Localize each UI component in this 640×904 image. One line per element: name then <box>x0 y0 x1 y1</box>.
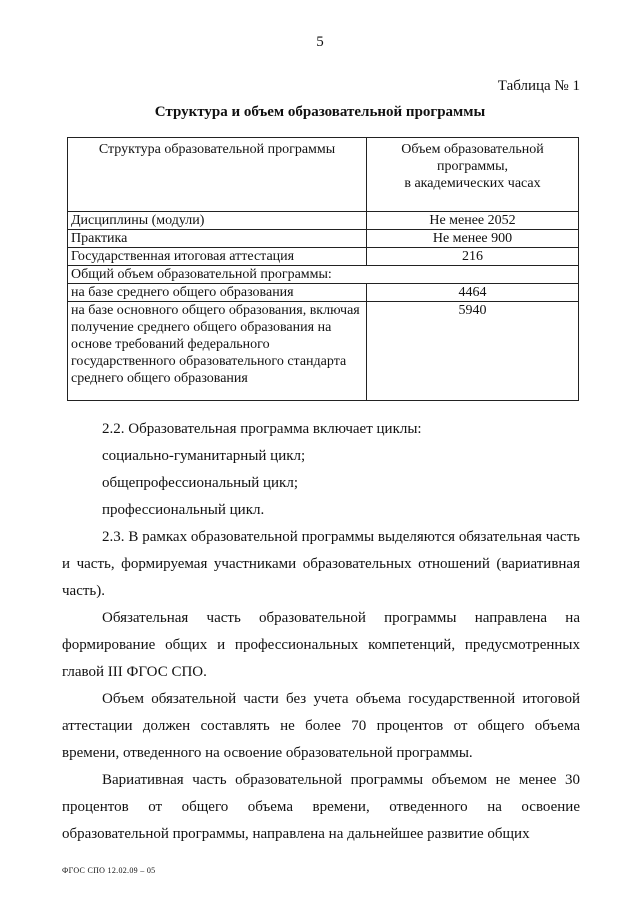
page-number: 5 <box>316 34 324 50</box>
paragraph: профессиональный цикл. <box>102 502 265 518</box>
table-cell-label: Общий объем образовательной программы: <box>68 266 579 284</box>
paragraph: 2.2. Образовательная программа включает циклы: <box>102 421 422 437</box>
table-cell-value: Не менее 2052 <box>367 212 579 230</box>
table-cell-label: Практика <box>68 230 367 248</box>
table-cell-value: 216 <box>367 248 579 266</box>
paragraph: социально-гуманитарный цикл; <box>102 448 306 464</box>
table-header-row <box>68 138 579 212</box>
table-row <box>68 248 579 266</box>
table-row <box>68 302 579 401</box>
paragraph: 2.3. В рамках образовательной программы выделяются обязательная часть и часть, формируемая участниками образовательных отношений (вариативная часть). <box>62 529 580 599</box>
table-row <box>68 212 579 230</box>
table-row <box>68 230 579 248</box>
document-body <box>62 416 580 848</box>
table-label: Таблица № 1 <box>497 78 580 94</box>
table-cell-label: на базе основного общего образования, включая получение среднего общего образования на основе требований федерального государственного образовательного стандарта среднего общего образования <box>68 302 367 401</box>
table-header-structure: Структура образовательной программы <box>68 138 367 212</box>
paragraph: Обязательная часть образовательной программы направлена на формирование общих и профессиональных компетенций, предусмотренных главой III ФГОС СПО. <box>62 610 580 680</box>
table-cell-label: Государственная итоговая аттестация <box>68 248 367 266</box>
paragraph: Объем обязательной части без учета объема государственной итоговой аттестации должен составлять не более 70 процентов от общего объема времени, отведенного на освоение образовательной программы. <box>62 691 580 761</box>
table-row <box>68 266 579 284</box>
table-cell-value: 4464 <box>367 284 579 302</box>
table-title: Структура и объем образовательной программы <box>154 104 486 120</box>
document-footer: ФГОС СПО 12.02.09 – 05 <box>62 866 156 875</box>
table-header-volume: Объем образовательной программы, в академических часах <box>367 138 579 212</box>
table-cell-label: Дисциплины (модули) <box>68 212 367 230</box>
table-cell-label: на базе среднего общего образования <box>68 284 367 302</box>
paragraph: Вариативная часть образовательной программы объемом не менее 30 процентов от общего объема времени, отведенного на освоение образовательной программы, направлена на дальнейшее развитие общих <box>62 772 580 842</box>
program-structure-table <box>67 137 579 401</box>
table-row <box>68 284 579 302</box>
table-cell-value: 5940 <box>367 302 579 401</box>
table-cell-value: Не менее 900 <box>367 230 579 248</box>
paragraph: общепрофессиональный цикл; <box>102 475 298 491</box>
